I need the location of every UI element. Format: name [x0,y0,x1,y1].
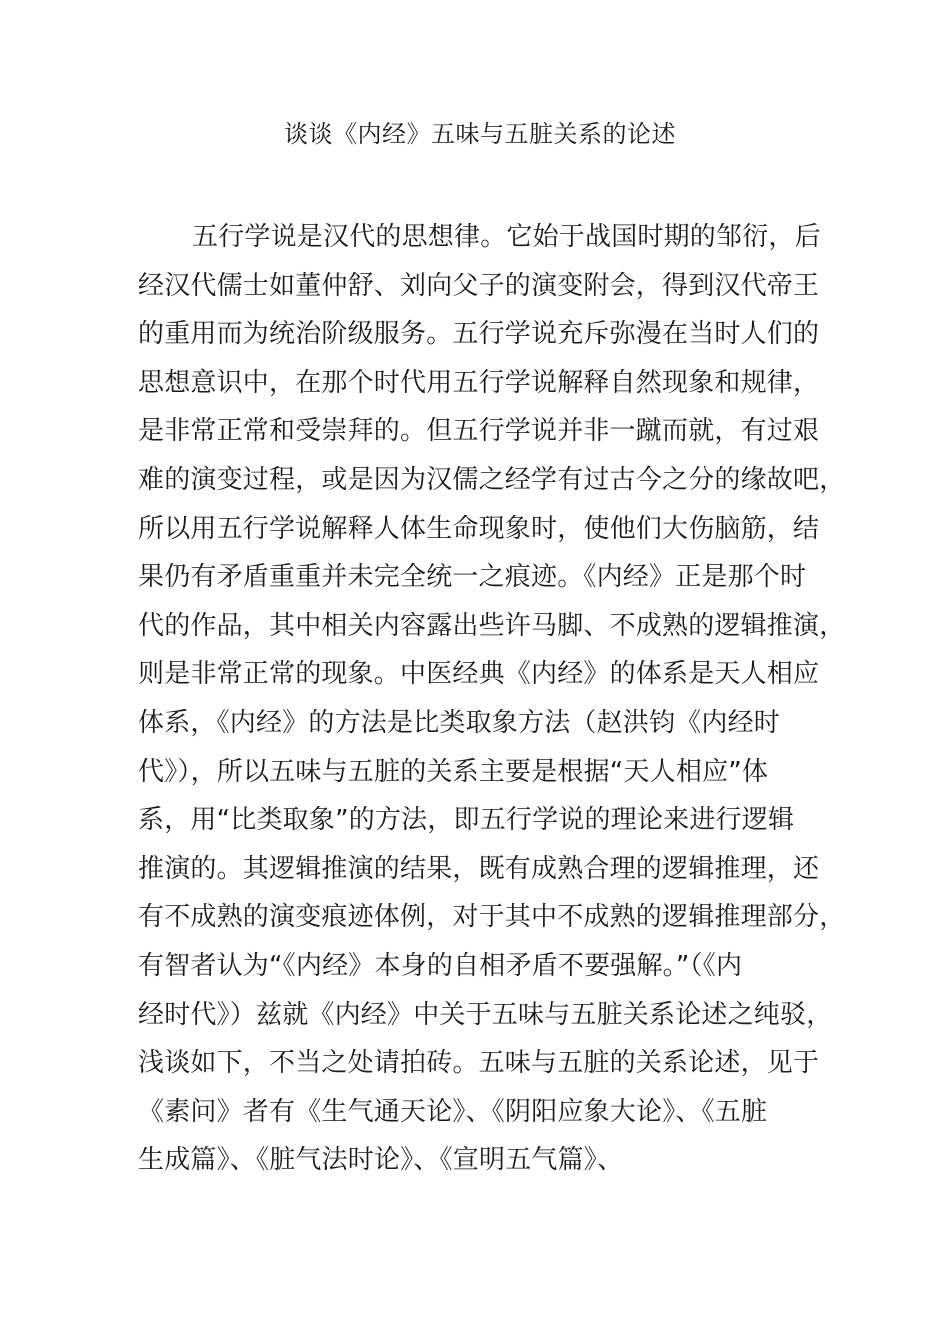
paragraph-line: 五行学说是汉代的思想律。它始于战国时期的邹衍，后 [192,222,821,252]
paragraph-line: 体系，《内经》的方法是比类取象方法（赵洪钧《内经时 [138,707,781,738]
paragraph-line: 有智者认为“《内经》本身的自相矛盾不要强解。”（《内 [138,950,743,981]
paragraph-line: 果仍有矛盾重重并未完全统一之痕迹。《内经》正是那个时 [138,562,807,593]
body-paragraph [138,213,846,1185]
paragraph-line: 思想意识中，在那个时代用五行学说解释自然现象和规律， [138,367,820,398]
paragraph-line: 经汉代儒士如董仲舒、刘向父子的演变附会，得到汉代帝王 [138,270,820,301]
paragraph-line: 所以用五行学说解释人体生命现象时，使他们大伤脑筋，结 [138,513,820,544]
paragraph-line: 的重用而为统治阶级服务。五行学说充斥弥漫在当时人们的 [138,319,820,350]
paragraph-line: 系，用“比类取象”的方法，即五行学说的理论来进行逻辑 [138,805,795,836]
paragraph-line: 《素问》者有《生气通天论》、《阴阳应象大论》、《五脏 [138,1096,768,1127]
paragraph-line: 推演的。其逻辑推演的结果，既有成熟合理的逻辑推理，还 [138,853,820,884]
paragraph-line: 有不成熟的演变痕迹体例，对于其中不成熟的逻辑推理部分， [138,902,846,933]
paragraph-line: 难的演变过程，或是因为汉儒之经学有过古今之分的缘故吧， [138,464,846,495]
document-title: 谈谈《内经》五味与五脏关系的论述 [284,120,676,148]
paragraph-line: 则是非常正常的现象。中医经典《内经》的体系是天人相应 [138,659,820,690]
paragraph-line: 代的作品，其中相关内容露出些许马脚、不成熟的逻辑推演， [138,610,846,641]
paragraph-line: 经时代》）兹就《内经》中关于五味与五脏关系论述之纯驳， [138,999,833,1030]
paragraph-line: 是非常正常和受崇拜的。但五行学说并非一蹴而就，有过艰 [138,416,820,447]
paragraph-line: 浅谈如下，不当之处请拍砖。五味与五脏的关系论述，见于 [138,1048,820,1079]
paragraph-line: 生成篇》、《脏气法时论》、《宣明五气篇》、 [138,1145,624,1176]
paragraph-line: 代》），所以五味与五脏的关系主要是根据“天人相应”体 [138,756,769,787]
